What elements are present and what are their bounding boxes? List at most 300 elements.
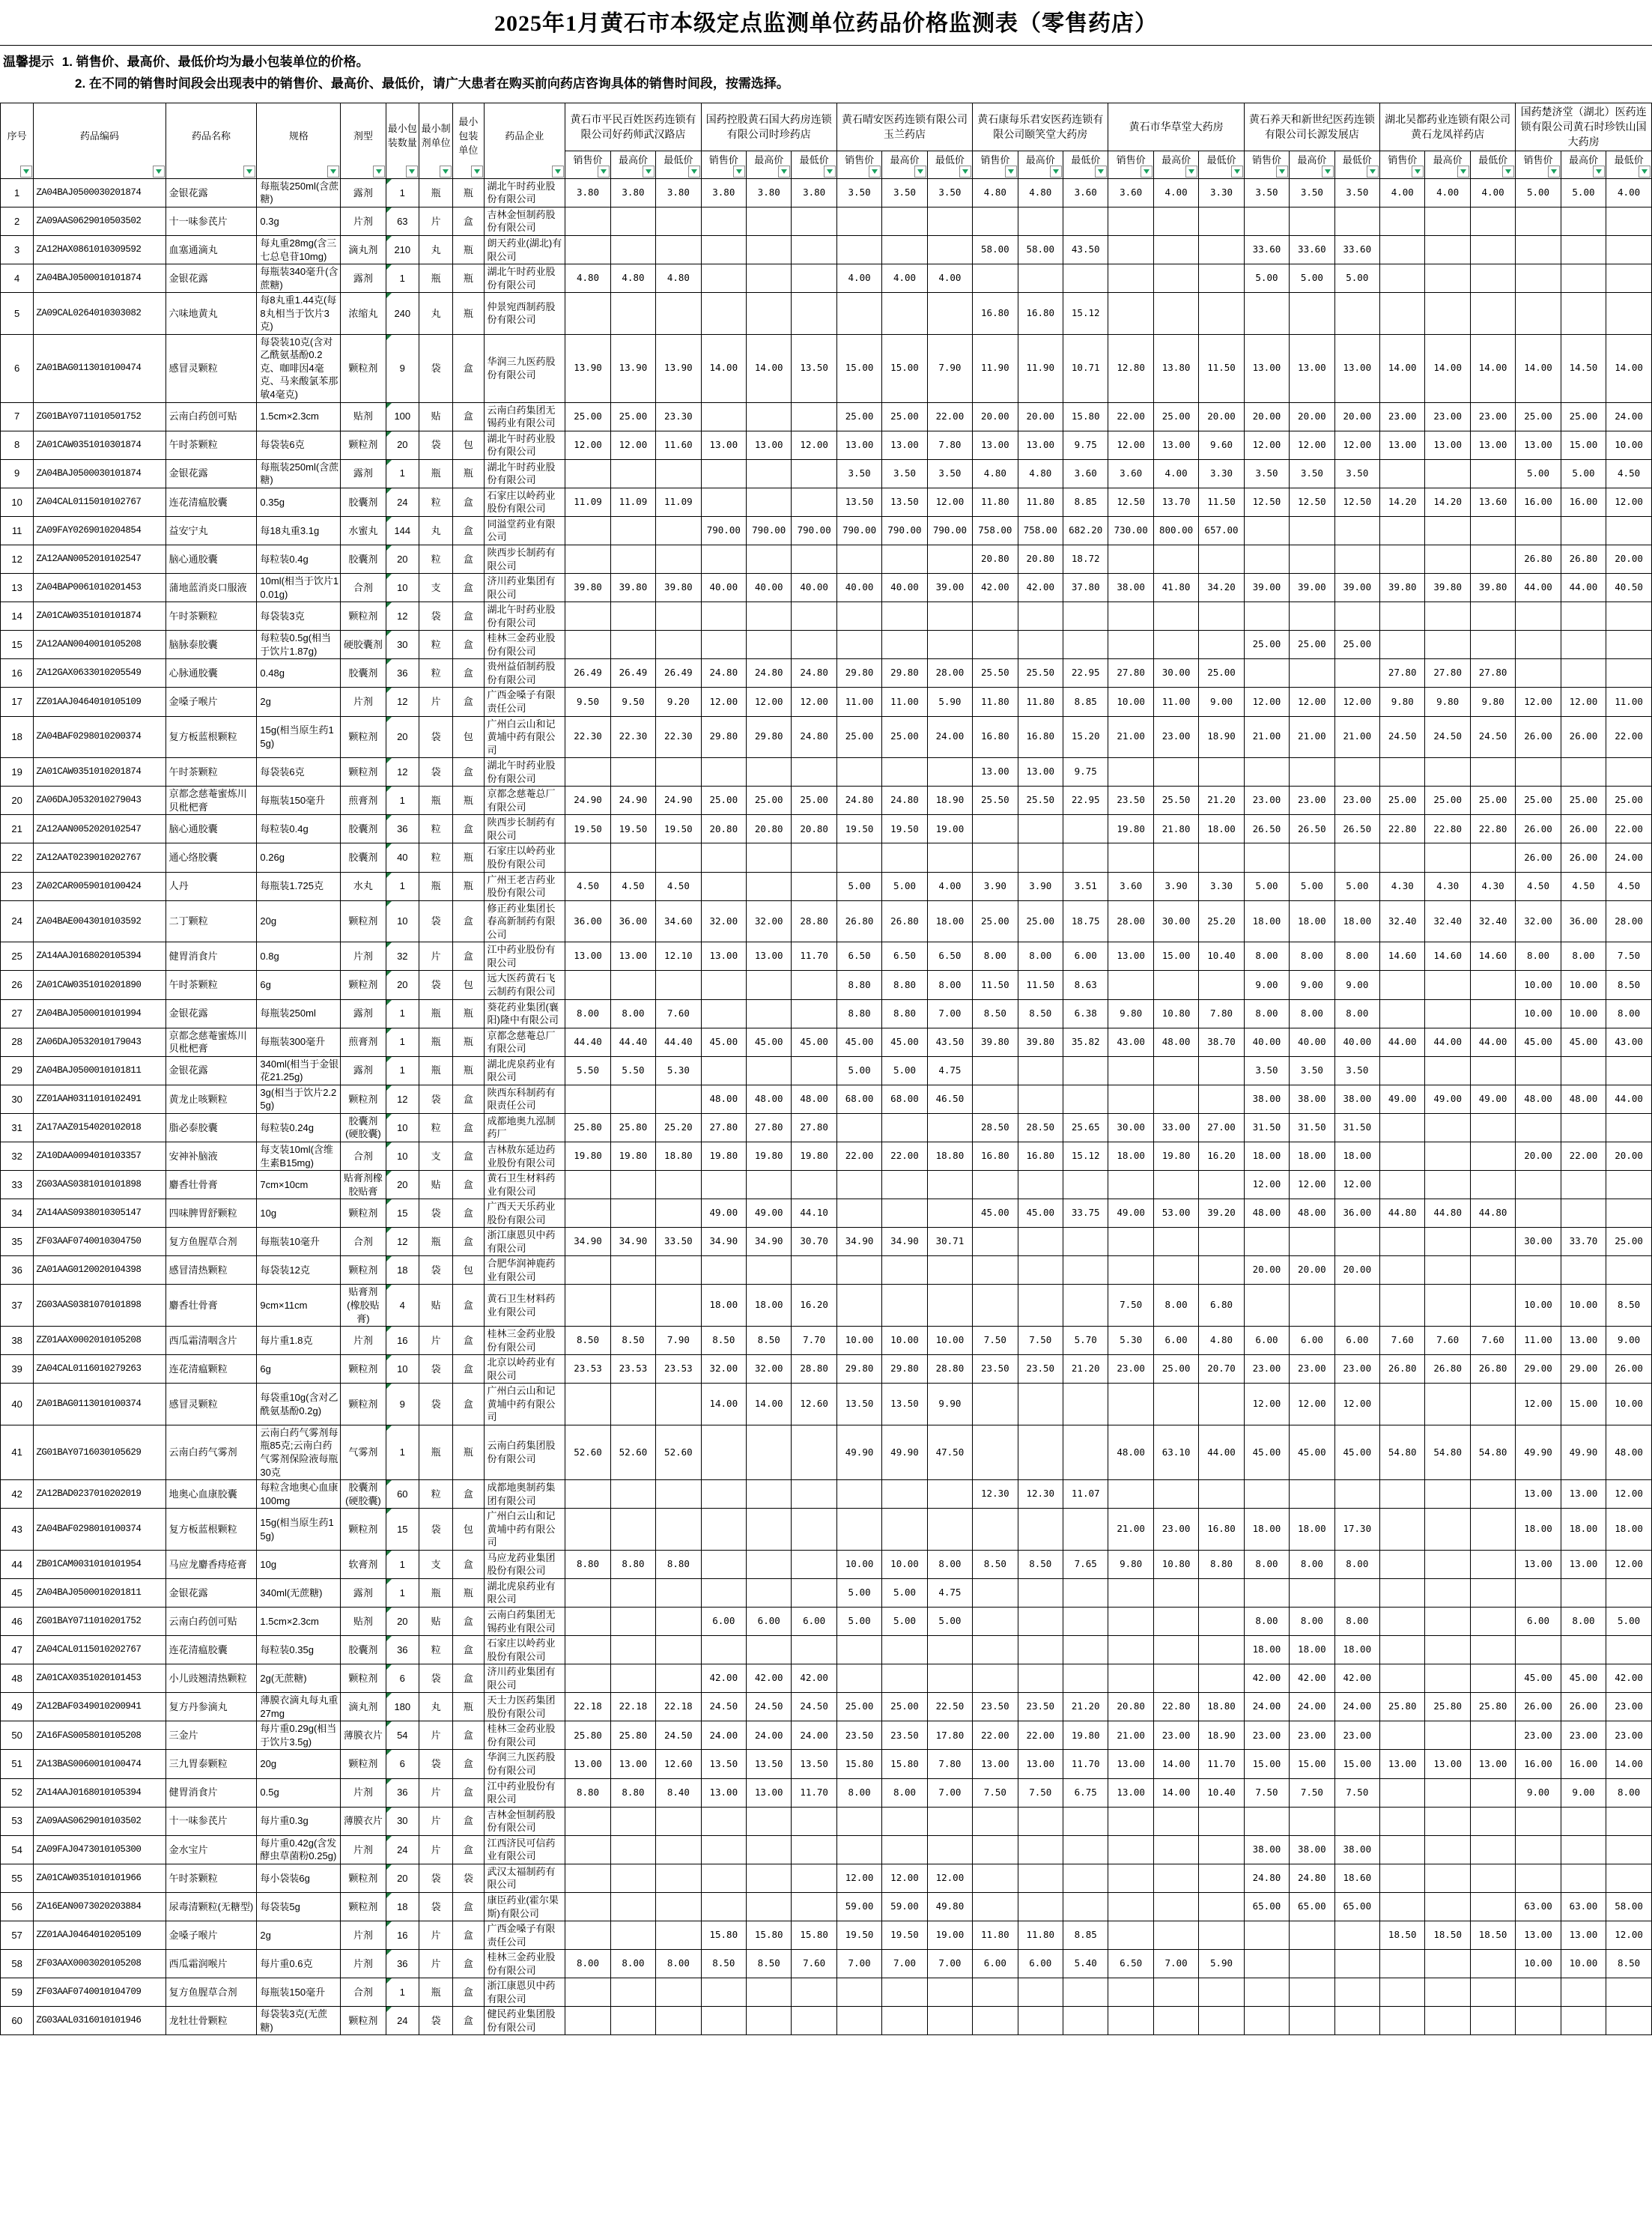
- cell-price[interactable]: [1606, 1807, 1652, 1835]
- cell-code[interactable]: ZG01BAY0711010501752: [34, 402, 165, 431]
- cell-price[interactable]: 8.80: [836, 999, 881, 1028]
- cell-price[interactable]: [610, 1199, 655, 1228]
- cell-price[interactable]: [1108, 843, 1153, 872]
- cell-price[interactable]: 24.50: [1380, 716, 1425, 758]
- cell-price[interactable]: 19.80: [747, 1142, 792, 1170]
- cell-code[interactable]: ZG01BAY0716030105629: [34, 1425, 165, 1479]
- cell-price[interactable]: [1063, 1636, 1108, 1664]
- cell-price[interactable]: 8.00: [1334, 999, 1379, 1028]
- cell-price[interactable]: [1153, 1921, 1198, 1950]
- cell-price[interactable]: 12.00: [792, 688, 836, 716]
- cell-unit-prep[interactable]: 瓶: [419, 787, 452, 815]
- cell-unit-pack[interactable]: 盒: [453, 1085, 484, 1113]
- cell-price[interactable]: [1606, 602, 1652, 631]
- cell-price[interactable]: 24.00: [1244, 1693, 1289, 1721]
- cell-spec[interactable]: 3g(相当于饮片2.25g): [257, 1085, 341, 1113]
- cell-price[interactable]: [882, 1113, 927, 1142]
- cell-form[interactable]: 胶囊剂: [341, 659, 386, 688]
- cell-price[interactable]: [1153, 631, 1198, 659]
- cell-price[interactable]: [1153, 602, 1198, 631]
- cell-price[interactable]: 45.00: [1018, 1199, 1063, 1228]
- cell-code[interactable]: ZA13BAS0060010100474: [34, 1750, 165, 1778]
- cell-price[interactable]: 25.00: [836, 1693, 881, 1721]
- cell-price[interactable]: [1470, 516, 1515, 545]
- cell-code[interactable]: ZA04BAJ0500010201811: [34, 1578, 165, 1607]
- cell-price[interactable]: 3.50: [1290, 459, 1334, 488]
- cell-spec[interactable]: 每瓶装10毫升: [257, 1228, 341, 1256]
- cell-price[interactable]: 4.80: [610, 264, 655, 293]
- cell-form[interactable]: 片剂: [341, 1921, 386, 1950]
- cell-price[interactable]: [747, 293, 792, 335]
- cell-company[interactable]: 浙江康恩贝中药有限公司: [484, 1228, 565, 1256]
- cell-price[interactable]: [973, 1509, 1018, 1551]
- cell-name[interactable]: 金嗓子喉片: [165, 1921, 257, 1950]
- cell-name[interactable]: 三金片: [165, 1721, 257, 1750]
- cell-price[interactable]: 42.00: [973, 574, 1018, 602]
- cell-price[interactable]: [610, 1807, 655, 1835]
- cell-seq[interactable]: 13: [1, 574, 34, 602]
- cell-qty[interactable]: 30: [386, 631, 419, 659]
- cell-price[interactable]: 5.00: [1606, 1608, 1652, 1636]
- cell-price[interactable]: 38.00: [1244, 1085, 1289, 1113]
- cell-name[interactable]: 感冒灵颗粒: [165, 334, 257, 402]
- cell-name[interactable]: 复方板蓝根颗粒: [165, 716, 257, 758]
- cell-price[interactable]: 14.00: [701, 1384, 746, 1425]
- cell-price[interactable]: 31.50: [1290, 1113, 1334, 1142]
- cell-unit-prep[interactable]: 袋: [419, 431, 452, 459]
- cell-company[interactable]: 京都念慈菴总厂有限公司: [484, 787, 565, 815]
- cell-price[interactable]: 10.00: [882, 1327, 927, 1355]
- cell-unit-prep[interactable]: 袋: [419, 1384, 452, 1425]
- cell-form[interactable]: 胶囊剂: [341, 815, 386, 843]
- cell-price[interactable]: [747, 758, 792, 787]
- cell-price[interactable]: [1108, 1171, 1153, 1199]
- cell-unit-prep[interactable]: 片: [419, 1778, 452, 1807]
- cell-company[interactable]: 江西济民可信药业有限公司: [484, 1835, 565, 1864]
- cell-price[interactable]: 23.30: [656, 402, 701, 431]
- cell-price[interactable]: 3.50: [927, 178, 972, 207]
- cell-price[interactable]: 22.80: [1153, 1693, 1198, 1721]
- cell-price[interactable]: [610, 1578, 655, 1607]
- cell-price[interactable]: 26.80: [1516, 545, 1561, 574]
- cell-price[interactable]: 22.00: [927, 402, 972, 431]
- cell-price[interactable]: 23.50: [836, 1721, 881, 1750]
- cell-price[interactable]: 9.00: [1606, 1327, 1652, 1355]
- cell-price[interactable]: 12.00: [1244, 688, 1289, 716]
- cell-price[interactable]: [656, 602, 701, 631]
- cell-price[interactable]: 11.50: [1199, 334, 1244, 402]
- cell-price[interactable]: [1516, 1636, 1561, 1664]
- cell-price[interactable]: 32.40: [1470, 900, 1515, 942]
- cell-price[interactable]: 22.00: [836, 1142, 881, 1170]
- cell-price[interactable]: 19.50: [836, 815, 881, 843]
- cell-name[interactable]: 金银花露: [165, 178, 257, 207]
- price-type-header[interactable]: 最低价: [792, 151, 836, 178]
- cell-price[interactable]: [792, 402, 836, 431]
- cell-name[interactable]: 益安宁丸: [165, 516, 257, 545]
- cell-price[interactable]: [747, 1056, 792, 1085]
- cell-form[interactable]: 贴剂: [341, 1608, 386, 1636]
- cell-price[interactable]: 48.00: [1606, 1425, 1652, 1479]
- cell-price[interactable]: [1199, 1978, 1244, 2007]
- cell-price[interactable]: [1244, 1578, 1289, 1607]
- cell-qty[interactable]: 16: [386, 1921, 419, 1950]
- cell-price[interactable]: 49.90: [1561, 1425, 1606, 1479]
- cell-unit-prep[interactable]: 片: [419, 1921, 452, 1950]
- cell-price[interactable]: [1606, 758, 1652, 787]
- cell-price[interactable]: [973, 1085, 1018, 1113]
- cell-price[interactable]: 34.90: [565, 1228, 610, 1256]
- cell-seq[interactable]: 52: [1, 1778, 34, 1807]
- cell-price[interactable]: 16.80: [973, 293, 1018, 335]
- cell-price[interactable]: 12.00: [1606, 1550, 1652, 1578]
- cell-price[interactable]: [1470, 1608, 1515, 1636]
- cell-price[interactable]: 13.80: [1153, 334, 1198, 402]
- cell-price[interactable]: [1290, 2007, 1334, 2035]
- cell-price[interactable]: 20.00: [1290, 402, 1334, 431]
- cell-company[interactable]: 桂林三金药业股份有限公司: [484, 1950, 565, 1978]
- cell-qty[interactable]: 24: [386, 1835, 419, 1864]
- cell-unit-pack[interactable]: 盒: [453, 758, 484, 787]
- cell-price[interactable]: 25.00: [1425, 787, 1470, 815]
- cell-spec[interactable]: 每18丸重3.1g: [257, 516, 341, 545]
- cell-price[interactable]: 3.50: [1244, 178, 1289, 207]
- cell-price[interactable]: 26.80: [1425, 1355, 1470, 1384]
- cell-name[interactable]: 三九胃泰颗粒: [165, 1750, 257, 1778]
- cell-price[interactable]: [1516, 1199, 1561, 1228]
- cell-qty[interactable]: 20: [386, 1608, 419, 1636]
- cell-seq[interactable]: 38: [1, 1327, 34, 1355]
- cell-price[interactable]: 8.50: [1606, 1950, 1652, 1978]
- cell-price[interactable]: 26.80: [882, 900, 927, 942]
- cell-price[interactable]: [1425, 1636, 1470, 1664]
- cell-price[interactable]: [1018, 1807, 1063, 1835]
- cell-price[interactable]: 790.00: [927, 516, 972, 545]
- cell-price[interactable]: [1244, 1480, 1289, 1509]
- cell-price[interactable]: 12.00: [882, 1864, 927, 1892]
- cell-price[interactable]: 25.00: [1561, 787, 1606, 815]
- cell-price[interactable]: [1153, 207, 1198, 235]
- cell-price[interactable]: 16.80: [1018, 293, 1063, 335]
- cell-qty[interactable]: 1: [386, 1028, 419, 1056]
- cell-price[interactable]: 26.00: [1516, 843, 1561, 872]
- cell-price[interactable]: 19.00: [927, 1921, 972, 1950]
- cell-price[interactable]: 8.00: [1244, 1550, 1289, 1578]
- cell-price[interactable]: 4.80: [1199, 1327, 1244, 1355]
- cell-seq[interactable]: 44: [1, 1550, 34, 1578]
- cell-price[interactable]: 758.00: [1018, 516, 1063, 545]
- cell-price[interactable]: [1244, 207, 1289, 235]
- cell-price[interactable]: [1018, 1835, 1063, 1864]
- cell-name[interactable]: 小儿豉翘清热颗粒: [165, 1664, 257, 1693]
- cell-unit-pack[interactable]: 包: [453, 716, 484, 758]
- cell-name[interactable]: 西瓜霜润喉片: [165, 1950, 257, 1978]
- cell-price[interactable]: 12.00: [1290, 688, 1334, 716]
- cell-price[interactable]: [1334, 1950, 1379, 1978]
- cell-price[interactable]: 48.00: [1244, 1199, 1289, 1228]
- cell-price[interactable]: [1425, 545, 1470, 574]
- cell-price[interactable]: [701, 631, 746, 659]
- cell-price[interactable]: 8.50: [610, 1327, 655, 1355]
- cell-price[interactable]: [1380, 1056, 1425, 1085]
- column-header-base-0[interactable]: 序号: [1, 103, 34, 178]
- cell-price[interactable]: [1380, 1636, 1425, 1664]
- cell-price[interactable]: [1334, 545, 1379, 574]
- cell-price[interactable]: 11.09: [565, 488, 610, 516]
- cell-price[interactable]: 3.80: [565, 178, 610, 207]
- cell-price[interactable]: [1199, 2007, 1244, 2035]
- cell-company[interactable]: 石家庄以岭药业股份有限公司: [484, 1636, 565, 1664]
- cell-price[interactable]: 8.00: [882, 1778, 927, 1807]
- cell-price[interactable]: [927, 1285, 972, 1327]
- cell-price[interactable]: [565, 843, 610, 872]
- cell-price[interactable]: [927, 758, 972, 787]
- cell-price[interactable]: 25.00: [701, 787, 746, 815]
- cell-price[interactable]: [1606, 1056, 1652, 1085]
- cell-price[interactable]: 13.00: [1108, 1778, 1153, 1807]
- cell-form[interactable]: 颗粒剂: [341, 1509, 386, 1551]
- cell-price[interactable]: [565, 1664, 610, 1693]
- cell-company[interactable]: 江中药业股份有限公司: [484, 1778, 565, 1807]
- cell-price[interactable]: 682.20: [1063, 516, 1108, 545]
- cell-price[interactable]: 34.60: [656, 900, 701, 942]
- cell-spec[interactable]: 每袋装6克: [257, 758, 341, 787]
- cell-price[interactable]: 13.60: [1470, 488, 1515, 516]
- cell-price[interactable]: [701, 971, 746, 999]
- cell-name[interactable]: 马应龙麝香痔疮膏: [165, 1550, 257, 1578]
- cell-price[interactable]: 11.50: [1018, 971, 1063, 999]
- cell-price[interactable]: 15.80: [792, 1921, 836, 1950]
- cell-price[interactable]: 10.00: [1561, 1950, 1606, 1978]
- cell-price[interactable]: [1470, 758, 1515, 787]
- cell-price[interactable]: 44.00: [1561, 574, 1606, 602]
- cell-price[interactable]: [1290, 1285, 1334, 1327]
- cell-price[interactable]: 17.30: [1334, 1509, 1379, 1551]
- cell-form[interactable]: 露剂: [341, 999, 386, 1028]
- cell-price[interactable]: [1516, 1864, 1561, 1892]
- cell-price[interactable]: [1561, 1199, 1606, 1228]
- cell-price[interactable]: 24.80: [1290, 1864, 1334, 1892]
- cell-price[interactable]: [1470, 1256, 1515, 1285]
- cell-price[interactable]: 16.20: [1199, 1142, 1244, 1170]
- cell-price[interactable]: 14.20: [1425, 488, 1470, 516]
- cell-form[interactable]: 颗粒剂: [341, 1256, 386, 1285]
- cell-price[interactable]: [1380, 1950, 1425, 1978]
- cell-price[interactable]: [1380, 207, 1425, 235]
- cell-unit-prep[interactable]: 片: [419, 1950, 452, 1978]
- cell-price[interactable]: 29.80: [836, 659, 881, 688]
- cell-price[interactable]: [1153, 235, 1198, 264]
- cell-price[interactable]: 4.50: [1606, 459, 1652, 488]
- cell-price[interactable]: [701, 1807, 746, 1835]
- cell-price[interactable]: 25.50: [1018, 659, 1063, 688]
- cell-unit-prep[interactable]: 粒: [419, 488, 452, 516]
- cell-form[interactable]: 颗粒剂: [341, 1384, 386, 1425]
- cell-price[interactable]: [1290, 1480, 1334, 1509]
- cell-price[interactable]: [565, 1608, 610, 1636]
- cell-price[interactable]: 6.38: [1063, 999, 1108, 1028]
- cell-seq[interactable]: 49: [1, 1693, 34, 1721]
- cell-code[interactable]: ZA14AAJ0168010105394: [34, 1778, 165, 1807]
- cell-form[interactable]: 颗粒剂: [341, 1355, 386, 1384]
- cell-price[interactable]: 3.90: [973, 872, 1018, 900]
- cell-price[interactable]: 14.00: [1153, 1750, 1198, 1778]
- cell-price[interactable]: 23.00: [1334, 787, 1379, 815]
- cell-seq[interactable]: 3: [1, 235, 34, 264]
- filter-dropdown-icon[interactable]: [824, 166, 836, 178]
- cell-price[interactable]: 3.50: [1334, 178, 1379, 207]
- cell-price[interactable]: 39.00: [1334, 574, 1379, 602]
- cell-unit-prep[interactable]: 瓶: [419, 1228, 452, 1256]
- cell-price[interactable]: 18.00: [1606, 1509, 1652, 1551]
- cell-name[interactable]: 安神补脑液: [165, 1142, 257, 1170]
- cell-seq[interactable]: 1: [1, 178, 34, 207]
- cell-price[interactable]: [1425, 235, 1470, 264]
- cell-seq[interactable]: 9: [1, 459, 34, 488]
- cell-price[interactable]: 42.00: [1290, 1664, 1334, 1693]
- cell-price[interactable]: 11.80: [973, 1921, 1018, 1950]
- cell-price[interactable]: [973, 815, 1018, 843]
- cell-price[interactable]: [1606, 1171, 1652, 1199]
- filter-dropdown-icon[interactable]: [1231, 166, 1243, 178]
- cell-unit-pack[interactable]: 瓶: [453, 1578, 484, 1607]
- cell-price[interactable]: [882, 843, 927, 872]
- cell-code[interactable]: ZA16FAS0058010105208: [34, 1721, 165, 1750]
- cell-price[interactable]: 8.50: [701, 1950, 746, 1978]
- cell-price[interactable]: [1606, 207, 1652, 235]
- column-header-base-8[interactable]: 药品企业: [484, 103, 565, 178]
- cell-price[interactable]: [565, 1807, 610, 1835]
- cell-price[interactable]: [1018, 1509, 1063, 1551]
- cell-name[interactable]: 午时茶颗粒: [165, 758, 257, 787]
- cell-price[interactable]: 19.80: [1063, 1721, 1108, 1750]
- cell-seq[interactable]: 45: [1, 1578, 34, 1607]
- cell-unit-pack[interactable]: 盒: [453, 1750, 484, 1778]
- cell-price[interactable]: [1606, 1864, 1652, 1892]
- cell-price[interactable]: 40.00: [747, 574, 792, 602]
- cell-price[interactable]: [836, 235, 881, 264]
- cell-price[interactable]: 18.00: [1561, 1509, 1606, 1551]
- cell-company[interactable]: 贵州益佰制药股份有限公司: [484, 659, 565, 688]
- cell-price[interactable]: [1606, 1113, 1652, 1142]
- cell-price[interactable]: [1199, 264, 1244, 293]
- cell-price[interactable]: [1334, 659, 1379, 688]
- cell-price[interactable]: 34.90: [701, 1228, 746, 1256]
- cell-price[interactable]: 23.00: [1606, 1721, 1652, 1750]
- cell-price[interactable]: [701, 872, 746, 900]
- cell-price[interactable]: [747, 207, 792, 235]
- cell-unit-pack[interactable]: 包: [453, 1509, 484, 1551]
- cell-form[interactable]: 胶囊剂(硬胶囊): [341, 1113, 386, 1142]
- cell-spec[interactable]: 9cm×11cm: [257, 1285, 341, 1327]
- cell-qty[interactable]: 6: [386, 1750, 419, 1778]
- cell-seq[interactable]: 8: [1, 431, 34, 459]
- cell-price[interactable]: 13.00: [1425, 431, 1470, 459]
- cell-price[interactable]: [1470, 631, 1515, 659]
- cell-price[interactable]: 12.00: [1244, 1171, 1289, 1199]
- cell-price[interactable]: 18.90: [1199, 716, 1244, 758]
- cell-price[interactable]: [836, 1509, 881, 1551]
- cell-seq[interactable]: 58: [1, 1950, 34, 1978]
- cell-form[interactable]: 露剂: [341, 1056, 386, 1085]
- cell-price[interactable]: [1153, 1256, 1198, 1285]
- cell-company[interactable]: 湖北虎泉药业有限公司: [484, 1578, 565, 1607]
- cell-company[interactable]: 石家庄以岭药业股份有限公司: [484, 488, 565, 516]
- cell-price[interactable]: 8.80: [610, 1778, 655, 1807]
- cell-company[interactable]: 健民药业集团股份有限公司: [484, 2007, 565, 2035]
- cell-price[interactable]: [1516, 235, 1561, 264]
- cell-price[interactable]: [1108, 1228, 1153, 1256]
- cell-seq[interactable]: 33: [1, 1171, 34, 1199]
- cell-name[interactable]: 麝香壮骨膏: [165, 1171, 257, 1199]
- cell-unit-pack[interactable]: 盒: [453, 1978, 484, 2007]
- cell-price[interactable]: [565, 293, 610, 335]
- cell-unit-prep[interactable]: 粒: [419, 1113, 452, 1142]
- cell-price[interactable]: 15.12: [1063, 293, 1108, 335]
- cell-price[interactable]: [1470, 1550, 1515, 1578]
- cell-price[interactable]: 8.80: [882, 971, 927, 999]
- column-header-base-6[interactable]: 最小制剂单位: [419, 103, 452, 178]
- cell-price[interactable]: 42.00: [1244, 1664, 1289, 1693]
- cell-qty[interactable]: 36: [386, 1778, 419, 1807]
- cell-price[interactable]: 24.80: [792, 716, 836, 758]
- cell-code[interactable]: ZB01CAM0031010101954: [34, 1550, 165, 1578]
- cell-code[interactable]: ZA09CAL0264010303082: [34, 293, 165, 335]
- cell-price[interactable]: [1425, 843, 1470, 872]
- cell-price[interactable]: 22.00: [973, 1721, 1018, 1750]
- cell-price[interactable]: [1199, 1480, 1244, 1509]
- cell-spec[interactable]: 1.5cm×2.3cm: [257, 402, 341, 431]
- cell-price[interactable]: 25.80: [1425, 1693, 1470, 1721]
- cell-price[interactable]: 12.30: [973, 1480, 1018, 1509]
- cell-price[interactable]: 3.60: [1108, 178, 1153, 207]
- cell-price[interactable]: [882, 758, 927, 787]
- cell-spec[interactable]: 340ml(相当于金银花21.25g): [257, 1056, 341, 1085]
- cell-price[interactable]: [610, 1608, 655, 1636]
- cell-price[interactable]: 25.20: [1199, 900, 1244, 942]
- cell-price[interactable]: 26.49: [656, 659, 701, 688]
- price-type-header[interactable]: 销售价: [1108, 151, 1153, 178]
- cell-price[interactable]: 13.50: [701, 1750, 746, 1778]
- cell-price[interactable]: [1561, 516, 1606, 545]
- cell-price[interactable]: 25.80: [565, 1721, 610, 1750]
- cell-price[interactable]: 15.00: [1561, 1384, 1606, 1425]
- cell-price[interactable]: [792, 264, 836, 293]
- cell-price[interactable]: 11.80: [1018, 688, 1063, 716]
- cell-price[interactable]: 18.00: [1334, 1142, 1379, 1170]
- cell-price[interactable]: 13.00: [565, 1750, 610, 1778]
- cell-qty[interactable]: 12: [386, 602, 419, 631]
- cell-price[interactable]: 18.00: [1244, 1509, 1289, 1551]
- cell-price[interactable]: [701, 1892, 746, 1921]
- cell-seq[interactable]: 5: [1, 293, 34, 335]
- cell-price[interactable]: [747, 264, 792, 293]
- cell-price[interactable]: [1516, 1056, 1561, 1085]
- cell-unit-pack[interactable]: 盒: [453, 516, 484, 545]
- cell-price[interactable]: [927, 1199, 972, 1228]
- cell-price[interactable]: 38.00: [1290, 1835, 1334, 1864]
- cell-price[interactable]: 13.50: [836, 1384, 881, 1425]
- cell-price[interactable]: 5.00: [882, 1608, 927, 1636]
- cell-name[interactable]: 蒲地蓝消炎口服液: [165, 574, 257, 602]
- filter-dropdown-icon[interactable]: [1005, 166, 1017, 178]
- cell-price[interactable]: 4.80: [1018, 459, 1063, 488]
- cell-code[interactable]: ZA06DAJ0532010179043: [34, 1028, 165, 1056]
- cell-price[interactable]: 34.20: [1199, 574, 1244, 602]
- cell-price[interactable]: 5.00: [1561, 459, 1606, 488]
- cell-price[interactable]: 10.00: [1606, 1384, 1652, 1425]
- cell-price[interactable]: 3.60: [1108, 872, 1153, 900]
